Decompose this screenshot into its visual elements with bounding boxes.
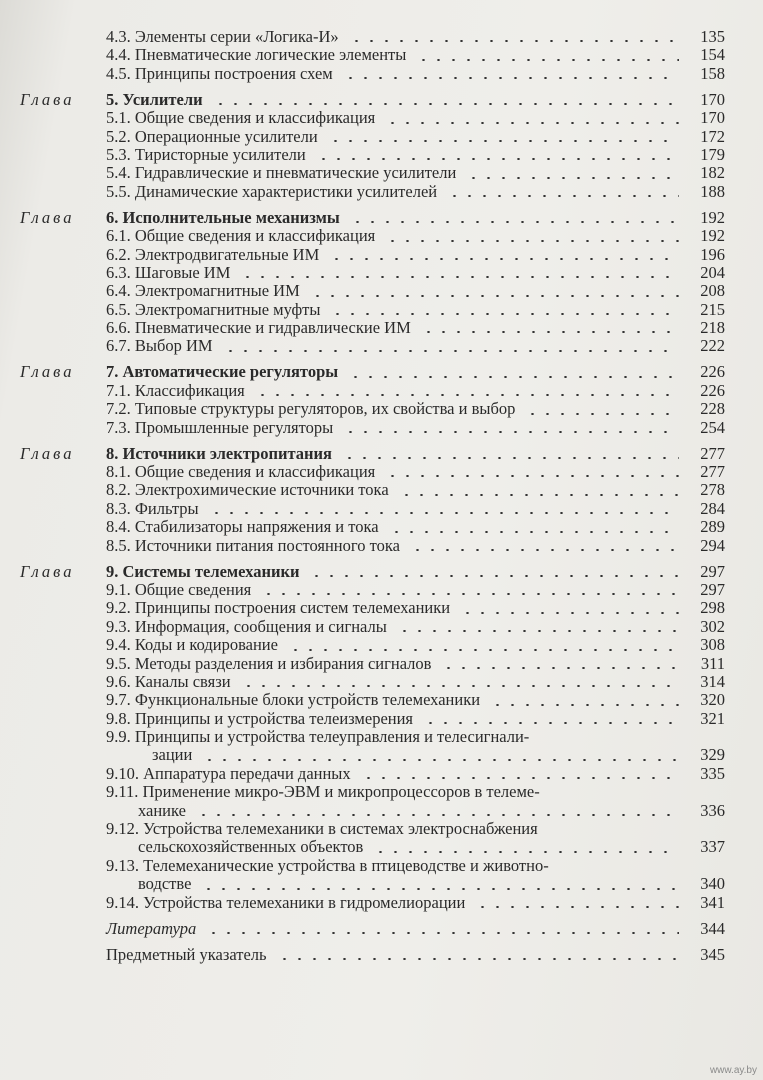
- watermark: www.ay.by: [709, 1065, 757, 1076]
- chapter-title: [106, 563, 299, 581]
- page-number: 154: [700, 45, 725, 65]
- section-number: 9.10.: [106, 763, 139, 783]
- section-name: Телемеханические устройства в птицеводстве и животно-: [143, 855, 549, 875]
- page-number: 172: [700, 126, 725, 146]
- section-title: [106, 636, 278, 654]
- dot-leader: [399, 494, 679, 496]
- page-number: 170: [700, 89, 725, 109]
- section-entry: [20, 765, 725, 783]
- section-title: [106, 618, 387, 636]
- chapter-number: 9.: [106, 561, 119, 581]
- back-matter-title: Предметный указатель: [106, 944, 267, 964]
- page-number: 335: [700, 763, 725, 783]
- section-title: [106, 655, 431, 673]
- section-number: 5.1.: [106, 108, 131, 128]
- section-name: Электромагнитные ИМ: [134, 281, 300, 301]
- dot-leader: [201, 888, 679, 890]
- section-entry-continuation: [20, 875, 725, 893]
- section-number: 6.4.: [106, 281, 131, 301]
- section-name: Элементы серии «Логика-И»: [134, 26, 339, 46]
- section-entry: [20, 481, 725, 499]
- section-entry: [20, 820, 725, 838]
- page-number: 135: [700, 26, 725, 46]
- dot-leader: [240, 276, 679, 278]
- section-name: Принципы и устройства телеизмерения: [134, 708, 414, 728]
- section-name: Динамические характеристики усилителей: [134, 181, 438, 201]
- section-entry: [20, 783, 725, 801]
- section-number: 8.1.: [106, 462, 131, 482]
- chapter-number: 7.: [106, 362, 119, 382]
- section-title: [106, 227, 375, 245]
- section-name: Устройства телемеханики в системах электроснабжения: [143, 819, 538, 839]
- chapter-number: 5.: [106, 89, 119, 109]
- section-title: [106, 183, 437, 201]
- page-number: 182: [700, 163, 725, 183]
- page-number: 278: [700, 480, 725, 500]
- section-number: 9.2.: [106, 598, 131, 618]
- section-title: [106, 857, 549, 875]
- section-title: [106, 673, 231, 691]
- section-number: 6.2.: [106, 244, 131, 264]
- dot-leader: [466, 177, 679, 179]
- page-number: 218: [700, 318, 725, 338]
- chapter-title: [106, 209, 340, 227]
- section-name: Принципы построения схем: [134, 63, 333, 83]
- section-title: [106, 691, 480, 709]
- page-number: 226: [700, 362, 725, 382]
- section-entry: [20, 146, 725, 164]
- dot-leader: [241, 685, 679, 687]
- page-number: 314: [700, 671, 725, 691]
- section-number: 8.3.: [106, 498, 131, 518]
- chapter-name: Источники электропитания: [122, 443, 332, 463]
- section-name: Каналы связи: [134, 671, 231, 691]
- section-name: Пневматические логические элементы: [134, 45, 407, 65]
- back-matter-entry: [20, 942, 725, 964]
- chapter-prefix: Глава: [20, 561, 75, 581]
- section-entry: [20, 894, 725, 912]
- page-number: 204: [700, 262, 725, 282]
- section-number: 9.9.: [106, 727, 131, 747]
- page-number: 345: [700, 944, 725, 964]
- dot-leader: [421, 331, 679, 333]
- section-name: Применение микро-ЭВМ и микропроцессоров в телеме-: [142, 782, 540, 802]
- page-number: 170: [700, 108, 725, 128]
- section-title: [106, 46, 406, 64]
- page-number: 294: [700, 535, 725, 555]
- page-number: 215: [700, 299, 725, 319]
- section-title: [106, 319, 411, 337]
- section-name: Устройства телемеханики в гидромелиорации: [143, 892, 466, 912]
- page-number: 336: [700, 800, 725, 820]
- section-title: [106, 109, 375, 127]
- section-name: Методы разделения и избирания сигналов: [134, 653, 432, 673]
- section-entry: [20, 337, 725, 355]
- dot-leader: [460, 612, 679, 614]
- dot-leader: [525, 413, 679, 415]
- dot-leader: [277, 958, 679, 960]
- section-entry: [20, 382, 725, 400]
- dot-leader: [385, 240, 679, 242]
- section-entry-continuation: [20, 838, 725, 856]
- page-number: 192: [700, 207, 725, 227]
- dot-leader: [350, 221, 679, 223]
- section-number: 5.3.: [106, 144, 131, 164]
- section-title: [106, 481, 389, 499]
- page-number: 158: [700, 63, 725, 83]
- section-name-continued: ханике: [138, 800, 186, 820]
- section-entry: [20, 537, 725, 555]
- chapter-prefix: Глава: [20, 89, 75, 109]
- dot-leader: [361, 777, 679, 779]
- section-name: Общие сведения и классификация: [134, 462, 376, 482]
- section-title: [106, 463, 375, 481]
- section-name: Операционные усилители: [134, 126, 318, 146]
- section-number: 9.4.: [106, 635, 131, 655]
- page-number: 298: [700, 598, 725, 618]
- chapter-name: Исполнительные механизмы: [122, 207, 340, 227]
- chapter-number: 6.: [106, 207, 119, 227]
- page-number: 340: [700, 874, 725, 894]
- section-name: Общие сведения и классификация: [134, 226, 376, 246]
- dot-leader: [423, 722, 679, 724]
- section-number: 7.2.: [106, 399, 131, 419]
- section-title: [106, 765, 351, 783]
- section-number: 9.6.: [106, 671, 131, 691]
- section-name: Аппаратура передачи данных: [143, 763, 351, 783]
- section-entry: [20, 419, 725, 437]
- section-name: Выбор ИМ: [134, 336, 213, 356]
- section-name-continued: сельскохозяйственных объектов: [138, 837, 364, 857]
- section-number: 7.3.: [106, 417, 131, 437]
- dot-leader: [475, 906, 679, 908]
- section-number: 8.4.: [106, 517, 131, 537]
- section-number: 9.1.: [106, 579, 131, 599]
- section-entry: [20, 400, 725, 418]
- section-number: 6.3.: [106, 262, 131, 282]
- section-entry: [20, 264, 725, 282]
- section-title: [106, 301, 320, 319]
- chapter-entry: [20, 441, 725, 463]
- page-number: 208: [700, 281, 725, 301]
- dot-leader: [202, 759, 679, 761]
- dot-leader: [373, 851, 679, 853]
- section-entry: [20, 581, 725, 599]
- page-number: 188: [700, 181, 725, 201]
- section-entry: [20, 227, 725, 245]
- section-entry: [20, 183, 725, 201]
- section-title: [106, 65, 333, 83]
- section-number: 6.1.: [106, 226, 131, 246]
- dot-leader: [490, 704, 679, 706]
- page-number: 226: [700, 380, 725, 400]
- section-entry: [20, 691, 725, 709]
- section-title: [106, 382, 245, 400]
- chapter-entry: [20, 360, 725, 382]
- section-title: [106, 28, 339, 46]
- section-entry: [20, 710, 725, 728]
- section-name: Стабилизаторы напряжения и тока: [134, 517, 379, 537]
- dot-leader: [397, 630, 679, 632]
- section-number: 8.2.: [106, 480, 131, 500]
- dot-leader: [206, 932, 679, 934]
- dot-leader: [348, 376, 679, 378]
- section-title: [106, 599, 450, 617]
- dot-leader: [329, 258, 679, 260]
- chapter-number: 8.: [106, 443, 119, 463]
- dot-leader: [309, 575, 679, 577]
- section-name: Электрохимические источники тока: [134, 480, 389, 500]
- chapter-title: [106, 91, 203, 109]
- section-number: 9.3.: [106, 616, 131, 636]
- section-title: [106, 282, 300, 300]
- section-entry: [20, 500, 725, 518]
- section-name: Типовые структуры регуляторов, их свойства и выбор: [134, 399, 516, 419]
- section-title: [106, 820, 538, 838]
- dot-leader: [330, 313, 679, 315]
- section-entry: [20, 857, 725, 875]
- section-number: 4.4.: [106, 45, 131, 65]
- page-number: 337: [700, 837, 725, 857]
- section-name: Электромагнитные муфты: [134, 299, 321, 319]
- section-title: [106, 728, 529, 746]
- section-name: Тиристорные усилители: [134, 144, 306, 164]
- dot-leader: [343, 77, 679, 79]
- chapter-entry: [20, 559, 725, 581]
- section-title: [106, 710, 413, 728]
- section-title: [106, 337, 213, 355]
- page-number: 196: [700, 244, 725, 264]
- chapter-entry: [20, 205, 725, 227]
- chapter-prefix: Глава: [20, 362, 75, 382]
- dot-leader: [196, 814, 679, 816]
- section-number: 4.3.: [106, 26, 131, 46]
- section-number: 9.7.: [106, 690, 131, 710]
- section-name: Электродвигательные ИМ: [134, 244, 320, 264]
- dot-leader: [385, 475, 679, 477]
- section-entry: [20, 46, 725, 64]
- section-entry: [20, 463, 725, 481]
- section-entry: [20, 164, 725, 182]
- section-entry: [20, 301, 725, 319]
- dot-leader: [389, 531, 679, 533]
- section-title: [106, 581, 251, 599]
- section-title: [106, 518, 379, 536]
- section-title: [106, 537, 400, 555]
- section-number: 6.5.: [106, 299, 131, 319]
- section-title: [106, 128, 318, 146]
- section-number: 9.5.: [106, 653, 131, 673]
- section-title: [106, 500, 199, 518]
- dot-leader: [441, 667, 679, 669]
- section-number: 5.2.: [106, 126, 131, 146]
- section-name: Пневматические и гидравлические ИМ: [134, 318, 411, 338]
- dot-leader: [342, 457, 679, 459]
- dot-leader: [261, 593, 679, 595]
- chapter-entry: [20, 87, 725, 109]
- table-of-contents: [20, 28, 725, 964]
- section-title: [106, 264, 230, 282]
- section-name: Принципы построения систем телемеханики: [134, 598, 451, 618]
- dot-leader: [213, 103, 679, 105]
- chapter-title: [106, 445, 332, 463]
- section-name: Общие сведения и классификация: [134, 108, 376, 128]
- chapter-name: Усилители: [122, 89, 203, 109]
- page-number: 289: [700, 517, 725, 537]
- section-entry: [20, 636, 725, 654]
- section-name: Шаговые ИМ: [134, 262, 231, 282]
- section-title: [106, 146, 306, 164]
- section-number: 9.14.: [106, 892, 139, 912]
- chapter-prefix: Глава: [20, 207, 75, 227]
- section-title: [106, 419, 333, 437]
- section-number: 4.5.: [106, 63, 131, 83]
- back-matter-title: Литература: [106, 918, 197, 938]
- section-name: Классификация: [134, 380, 245, 400]
- section-entry: [20, 28, 725, 46]
- dot-leader: [447, 195, 679, 197]
- section-entry: [20, 618, 725, 636]
- page-number: 297: [700, 579, 725, 599]
- section-number: 7.1.: [106, 380, 131, 400]
- section-entry: [20, 282, 725, 300]
- dot-leader: [410, 549, 679, 551]
- back-matter-entry: [20, 916, 725, 938]
- section-entry-continuation: [20, 802, 725, 820]
- section-entry: [20, 319, 725, 337]
- page-number: 329: [700, 745, 725, 765]
- dot-leader: [328, 140, 679, 142]
- dot-leader: [349, 40, 679, 42]
- page-number: 179: [700, 144, 725, 164]
- page-number: 277: [700, 462, 725, 482]
- dot-leader: [416, 59, 679, 61]
- section-name-continued: зации: [152, 745, 193, 765]
- dot-leader: [255, 394, 679, 396]
- section-entry-continuation: [20, 747, 725, 765]
- page-number: 254: [700, 417, 725, 437]
- dot-leader: [316, 158, 679, 160]
- page-number: 192: [700, 226, 725, 246]
- section-entry: [20, 655, 725, 673]
- section-title: [106, 246, 319, 264]
- dot-leader: [288, 649, 679, 651]
- dot-leader: [385, 122, 679, 124]
- dot-leader: [223, 350, 679, 352]
- chapter-title: [106, 363, 338, 381]
- page-number: 321: [700, 708, 725, 728]
- page-number: 341: [700, 892, 725, 912]
- section-name: Гидравлические и пневматические усилители: [134, 163, 457, 183]
- page-number: 222: [700, 336, 725, 356]
- section-title: [106, 783, 540, 801]
- section-name: Информация, сообщения и сигналы: [134, 616, 387, 636]
- section-number: 9.13.: [106, 855, 139, 875]
- page-number: 311: [700, 653, 725, 673]
- page-number: 277: [700, 443, 725, 463]
- section-name: Коды и кодирование: [134, 635, 278, 655]
- section-name: Источники питания постоянного тока: [134, 535, 400, 555]
- section-number: 5.5.: [106, 181, 131, 201]
- section-number: 9.8.: [106, 708, 131, 728]
- section-number: 9.12.: [106, 819, 139, 839]
- section-number: 6.7.: [106, 336, 131, 356]
- section-entry: [20, 518, 725, 536]
- section-name: Функциональные блоки устройств телемеханики: [134, 690, 481, 710]
- page-number: 284: [700, 498, 725, 518]
- dot-leader: [209, 512, 679, 514]
- section-name: Фильтры: [134, 498, 199, 518]
- section-entry: [20, 673, 725, 691]
- chapter-name: Системы телемеханики: [122, 561, 300, 581]
- section-title: [106, 164, 456, 182]
- section-name: Промышленные регуляторы: [134, 417, 334, 437]
- page-number: 297: [700, 561, 725, 581]
- section-number: 8.5.: [106, 535, 131, 555]
- chapter-name: Автоматические регуляторы: [122, 362, 339, 382]
- section-entry: [20, 599, 725, 617]
- dot-leader: [343, 431, 679, 433]
- section-entry: [20, 109, 725, 127]
- page-number: 344: [700, 918, 725, 938]
- section-entry: [20, 246, 725, 264]
- section-number: 5.4.: [106, 163, 131, 183]
- page-number: 320: [700, 690, 725, 710]
- section-number: 9.11.: [106, 782, 139, 802]
- section-title: [106, 894, 465, 912]
- section-number: 6.6.: [106, 318, 131, 338]
- section-title: [106, 400, 515, 418]
- page-number: 308: [700, 635, 725, 655]
- section-entry: [20, 728, 725, 746]
- page-number: 228: [700, 399, 725, 419]
- dot-leader: [310, 295, 679, 297]
- section-entry: [20, 65, 725, 83]
- page-number: 302: [700, 616, 725, 636]
- section-entry: [20, 128, 725, 146]
- section-name-continued: водстве: [138, 874, 192, 894]
- chapter-prefix: Глава: [20, 443, 75, 463]
- section-name: Общие сведения: [134, 579, 252, 599]
- section-name: Принципы и устройства телеуправления и телесигнали-: [134, 727, 530, 747]
